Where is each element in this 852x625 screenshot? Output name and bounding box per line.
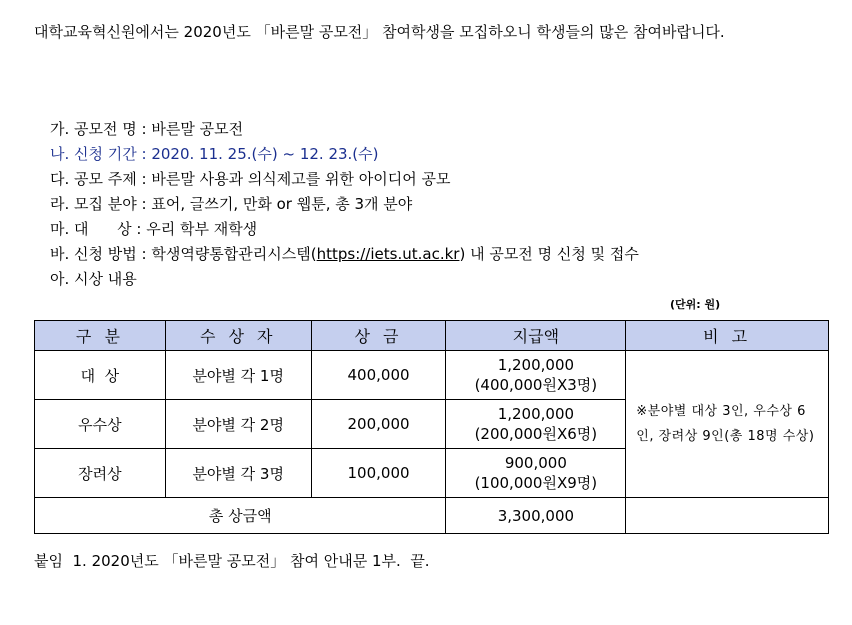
item-recruit-fields: 라. 모집 분야 : 표어, 글쓰기, 만화 or 웹툰, 총 3개 분야 xyxy=(50,195,413,213)
payment-total: 1,200,000 xyxy=(497,404,575,423)
award-table xyxy=(34,320,829,534)
payment-detail: (100,000원X9명) xyxy=(474,473,598,492)
total-label: 총 상금액 xyxy=(35,498,446,534)
cell-prize: 400,000 xyxy=(311,351,446,400)
table-header-row xyxy=(35,321,829,351)
header-winners: 수 상 자 xyxy=(165,321,311,351)
header-prize: 상 금 xyxy=(311,321,446,351)
header-note: 비 고 xyxy=(626,321,829,351)
cell-winners: 분야별 각 2명 xyxy=(165,400,311,449)
payment-total: 900,000 xyxy=(504,453,567,472)
cell-prize: 200,000 xyxy=(311,400,446,449)
total-value: 3,300,000 xyxy=(446,498,626,534)
total-note-empty xyxy=(626,498,829,534)
cell-category: 우수상 xyxy=(35,400,166,449)
table-row xyxy=(35,351,829,400)
payment-detail: (200,000원X6명) xyxy=(474,424,598,443)
cell-winners: 분야별 각 1명 xyxy=(165,351,311,400)
payment-total: 1,200,000 xyxy=(497,355,575,374)
payment-detail: (400,000원X3명) xyxy=(474,375,598,394)
cell-note: ※분야별 대상 3인, 우수상 6인, 장려상 9인(총 18명 수상) xyxy=(626,351,829,498)
cell-payment xyxy=(446,351,626,400)
cell-prize: 100,000 xyxy=(311,449,446,498)
header-payment: 지급액 xyxy=(446,321,626,351)
item-application-period: 나. 신청 기간 : 2020. 11. 25.(수) ~ 12. 23.(수) xyxy=(50,145,379,163)
unit-label: (단위: 원) xyxy=(670,298,721,311)
cell-category: 대 상 xyxy=(35,351,166,400)
cell-payment xyxy=(446,449,626,498)
item-eligibility: 마. 대 상 : 우리 학부 재학생 xyxy=(50,220,258,238)
item-contest-name: 가. 공모전 명 : 바른말 공모전 xyxy=(50,120,244,138)
cell-winners: 분야별 각 3명 xyxy=(165,449,311,498)
item-contest-topic: 다. 공모 주제 : 바른말 사용과 의식제고를 위한 아이디어 공모 xyxy=(50,170,451,188)
system-link[interactable]: https://iets.ut.ac.kr xyxy=(316,245,460,263)
item-award-details: 아. 시상 내용 xyxy=(50,270,137,288)
application-method-suffix: ) 내 공모전 명 신청 및 접수 xyxy=(459,245,639,263)
application-method-prefix: 바. 신청 방법 : 학생역량통합관리시스템( xyxy=(50,245,317,263)
table-total-row xyxy=(35,498,829,534)
intro-paragraph: 대학교육혁신원에서는 2020년도 「바른말 공모전」 참여학생을 모집하오니 학생들의 많은 참여바랍니다. xyxy=(34,23,725,41)
attachment-line: 붙임 1. 2020년도 「바른말 공모전」 참여 안내문 1부. 끝. xyxy=(34,552,430,570)
header-category: 구 분 xyxy=(35,321,166,351)
cell-category: 장려상 xyxy=(35,449,166,498)
details-list xyxy=(50,117,639,292)
item-application-method xyxy=(50,242,639,267)
cell-payment xyxy=(446,400,626,449)
